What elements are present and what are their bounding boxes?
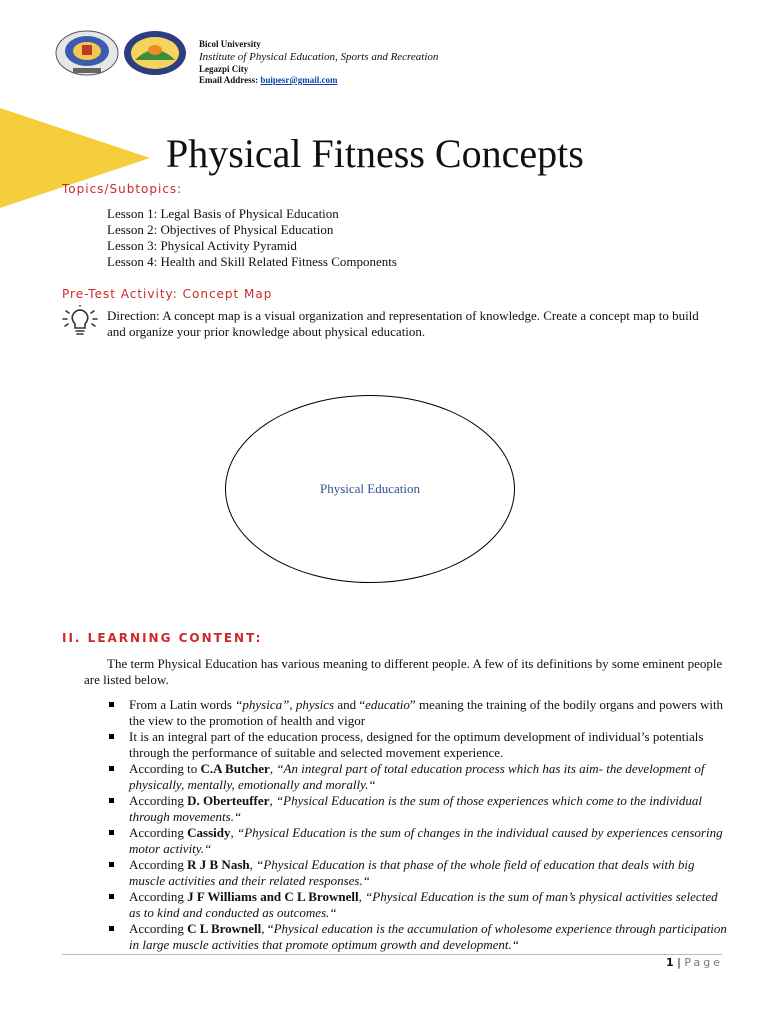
definition-quote: “Physical Education is the sum of changes in the individual caused by experiences censoring motor activity.“ — [129, 825, 723, 856]
bullet-square-icon — [109, 830, 114, 835]
text-run: educatio — [365, 697, 410, 712]
author-name: J F Williams and C L Brownell — [187, 889, 359, 904]
definition-quote: “Physical Education is that phase of the whole field of education that deals with big muscle activities and their related responses.“ — [129, 857, 695, 888]
text-run: ” meaning the training of the bodily organs and powers with the view to the promotion of health and vigor — [129, 697, 724, 728]
page-footer — [666, 956, 723, 969]
concept-map-ellipse — [225, 395, 515, 583]
definition-list — [107, 697, 727, 953]
definition-item — [107, 857, 727, 889]
author-name: C.A Butcher — [200, 761, 270, 776]
topics-label: Topics/Subtopics: — [62, 182, 183, 196]
definition-item — [107, 889, 727, 921]
author-name: R J B Nash — [187, 857, 250, 872]
text-run: From a Latin words — [129, 697, 236, 712]
definition-quote: “Physical Education is the sum of man’s physical activities selected as to kind and conducted as outcomes.“ — [129, 889, 718, 920]
institute-name: Institute of Physical Education, Sports and Recreation — [199, 51, 439, 63]
text-run: and “ — [334, 697, 366, 712]
ipesr-seal — [123, 30, 187, 76]
lightbulb-icon — [60, 305, 100, 339]
author-name: D. Oberteuffer — [187, 793, 270, 808]
university-name: Bicol University — [199, 39, 261, 49]
text-run: , “ — [261, 921, 274, 936]
lesson-item: Lesson 3: Physical Activity Pyramid — [107, 238, 297, 253]
text-run: According — [129, 921, 188, 936]
lesson-list — [107, 206, 397, 270]
definition-item — [107, 793, 727, 825]
text-run: “physica” — [235, 697, 290, 712]
lesson-item: Lesson 2: Objectives of Physical Education — [107, 222, 334, 237]
text-run: According — [129, 793, 188, 808]
email-line — [199, 75, 438, 86]
bullet-square-icon — [109, 862, 114, 867]
bicol-university-seal — [55, 30, 119, 76]
bullet-square-icon — [109, 798, 114, 803]
bullet-square-icon — [109, 702, 114, 707]
bullet-square-icon — [109, 766, 114, 771]
text-run: It is an integral part of the education process, designed for the optimum development of individual’s potentials through the performance of suitable and selected movement experience. — [129, 729, 704, 760]
text-run: , — [289, 697, 296, 712]
learning-intro: The term Physical Education has various meaning to different people. A few of its definitions by some eminent people are listed below. — [84, 656, 723, 687]
text-run: , — [269, 761, 277, 776]
letterhead — [199, 39, 438, 86]
page-label: Page — [684, 956, 723, 969]
lesson-item: Lesson 4: Health and Skill Related Fitness Components — [107, 254, 397, 269]
page-title: Physical Fitness Concepts — [166, 131, 584, 176]
text-run: physics — [295, 697, 335, 712]
definition-quote: Physical education is the accumulation of wholesome experience through participation in large muscle activities that promote optimum growth and development.“ — [129, 921, 727, 952]
author-name: Cassidy — [187, 825, 231, 840]
footer-divider — [62, 954, 722, 955]
text-run: According — [129, 857, 188, 872]
text-run: , — [230, 825, 237, 840]
definition-item — [107, 825, 727, 857]
learning-content-heading: II. LEARNING CONTENT: — [62, 631, 263, 645]
text-run: , — [249, 857, 257, 872]
bullet-square-icon — [109, 894, 114, 899]
definition-item — [107, 697, 727, 729]
author-name: C L Brownell — [187, 921, 262, 936]
definition-quote: “Physical Education is the sum of those experiences which come to the individual through movements.“ — [129, 793, 702, 824]
text-run: According — [129, 889, 188, 904]
page-separator: | — [677, 956, 681, 969]
lesson-item: Lesson 1: Legal Basis of Physical Education — [107, 206, 339, 221]
pretest-label: Pre-Test Activity: Concept Map — [62, 287, 273, 301]
text-run: , — [269, 793, 276, 808]
city: Legazpi City — [199, 64, 249, 74]
email-link[interactable]: buipesr@gmail.com — [260, 75, 338, 85]
definition-item — [107, 921, 727, 953]
page-number: 1 — [665, 956, 674, 969]
text-run: , — [358, 889, 366, 904]
direction-text: Direction: A concept map is a visual organization and representation of knowledge. Create a concept map to build and organize your prior knowledge about physical education. — [107, 308, 699, 339]
email-label: Email Address: — [199, 75, 259, 85]
concept-map-center-label: Physical Education — [319, 481, 420, 496]
definition-item — [107, 761, 727, 793]
definition-item — [107, 729, 727, 761]
definition-quote: “An integral part of total education process which has its aim- the development of physically, mentally, emotionally and morally.“ — [129, 761, 705, 792]
bullet-square-icon — [109, 926, 114, 931]
text-run: According to — [129, 761, 201, 776]
text-run: According — [129, 825, 188, 840]
bullet-square-icon — [109, 734, 114, 739]
